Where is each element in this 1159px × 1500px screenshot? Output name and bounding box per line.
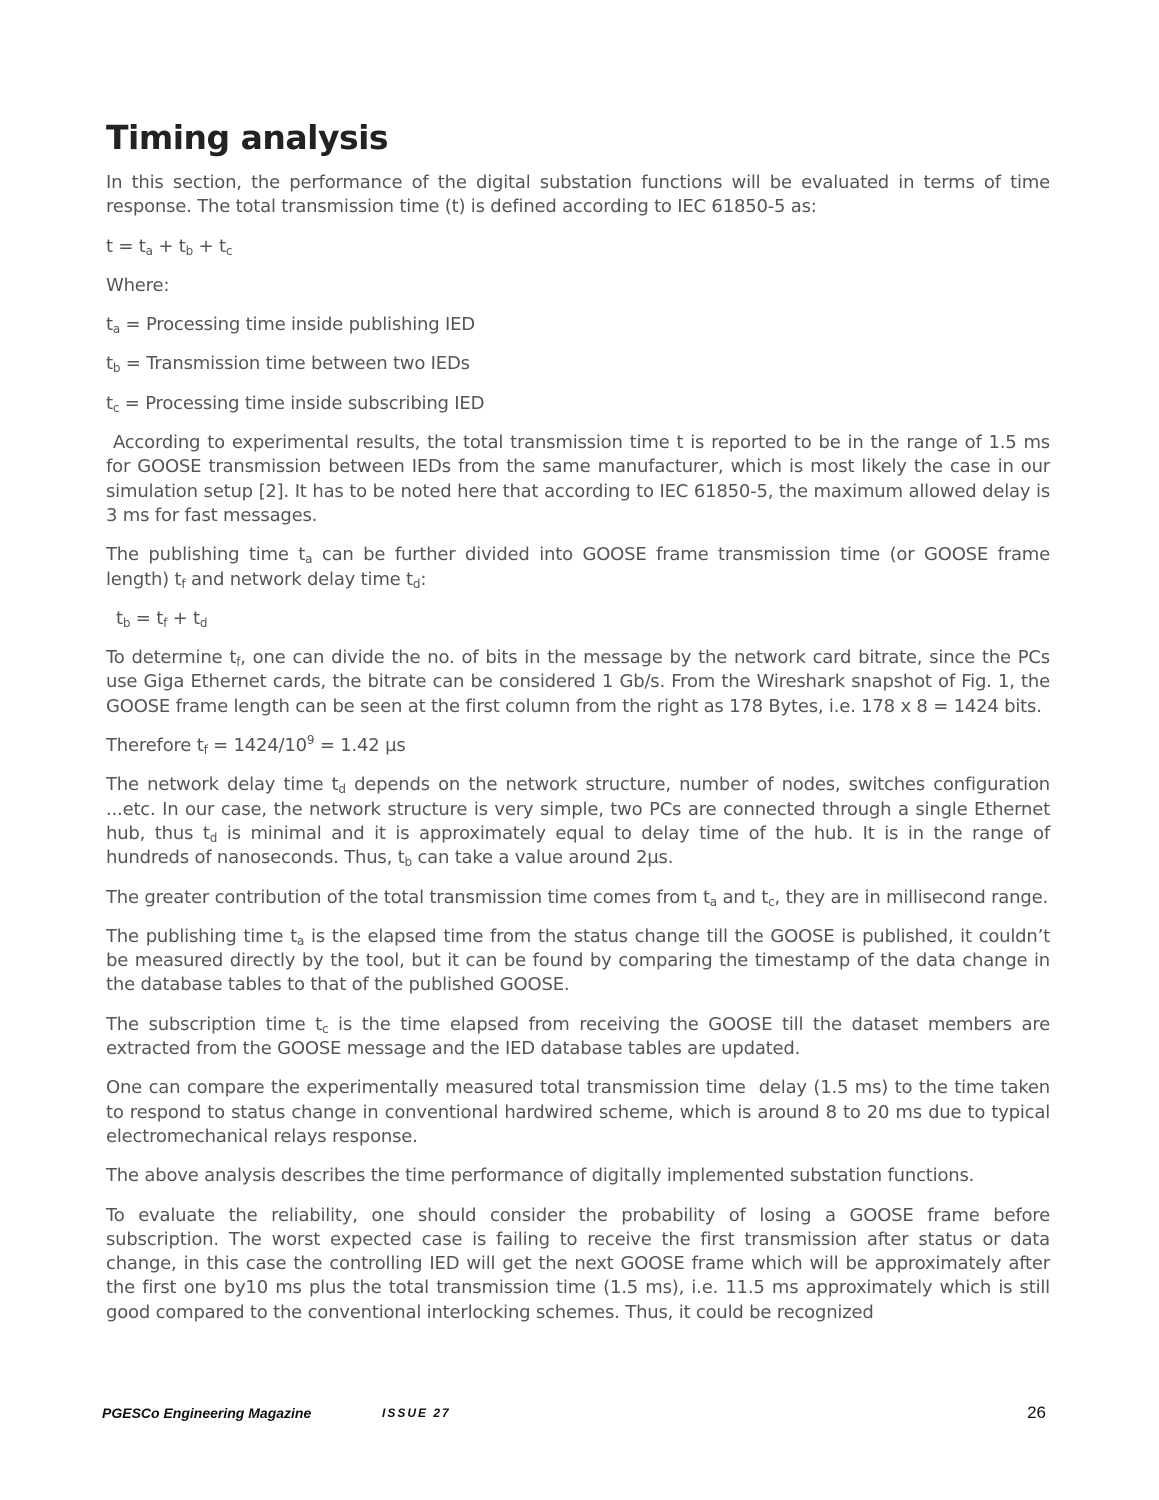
definition-tb: $t_b$ = Transmission time between two IEDs xyxy=(106,353,470,376)
article-body xyxy=(106,118,1056,1340)
page-footer xyxy=(102,1403,1050,1427)
equation-tb: $t_b = t_f + t_d$ xyxy=(116,607,208,630)
intro-paragraph: In this section, the performance of the digital substation functions will be evaluated in terms of time response. The total transmission time (t) is defined according to IEC 61850-5 as: xyxy=(106,172,1050,218)
definition-tc: $t_c$ = Processing time inside subscribing IED xyxy=(106,392,485,415)
subscription-time-paragraph: The subscription time $t_c$ is the time elapsed from receiving the GOOSE till the dataset members are extracted from the GOOSE message and the IED database tables are updated. xyxy=(106,1013,1051,1060)
page-number: 26 xyxy=(1027,1403,1046,1422)
magazine-name: PGESCo Engineering Magazine xyxy=(102,1405,312,1421)
comparison-paragraph: One can compare the experimentally measured total transmission time delay (1.5 ms) to the time taken to respond to status change in conventional hardwired scheme, which is around 8 to 20 ms due to typical electromechanical relays response. xyxy=(106,1077,1056,1147)
results-paragraph: According to experimental results, the total transmission time t is reported to be in the range of 1.5 ms for GOOSE transmission between IEDs from the same manufacturer, which is most likely the case in our simulation setup [2]. It has to be noted here that according to IEC 61850-5, the maximum allowed delay is 3 ms for fast messages. xyxy=(106,432,1056,526)
greater-contribution-paragraph: The greater contribution of the total transmission time comes from $t_a$ and $t_c$, they are in millisecond range. xyxy=(106,886,1048,909)
reliability-paragraph: To evaluate the reliability, one should consider the probability of losing a GOOSE frame before subscription. The worst expected case is failing to receive the first transmission after status or data change, in this case the controlling IED will get the next GOOSE frame which will be approximately after the first one by10 ms plus the total transmission time (1.5 ms), i.e. 11.5 ms approximately which is still good compared to the conventional interlocking schemes. Thus, it could be recognized xyxy=(106,1204,1050,1323)
publishing-division-paragraph: The publishing time $t_a$ can be further divided into GOOSE frame transmission time (or GOOSE frame length) $t_f$ and network delay time $t_d$: xyxy=(106,544,1050,591)
equation-total-time: $t = t_a + t_b + t_c$ xyxy=(106,235,233,258)
network-delay-paragraph: The network delay time $t_d$ depends on the network structure, number of nodes, switches configuration ...etc. In our case, the network structure is very simple, two PCs are connected through a single Ethernet hub, thus $t_d$ is minimal and it is approximately equal to delay time of the hub. It is in the range of hundreds of nanoseconds. Thus, $t_b$ can take a value around 2µs. xyxy=(106,774,1050,870)
summary-paragraph: The above analysis describes the time performance of digitally implemented substation functions. xyxy=(106,1165,975,1187)
issue-label: ISSUE 27 xyxy=(382,1406,451,1420)
therefore-tf-line: Therefore $t_f = 1424/10^9 = 1.42$ µs xyxy=(106,733,406,758)
where-label: Where: xyxy=(106,274,170,296)
publishing-time-paragraph: The publishing time $t_a$ is the elapsed time from the status change till the GOOSE is published, it couldn’t be measured directly by the tool, but it can be found by comparing the timestamp of the data change in the database tables to that of the published GOOSE. xyxy=(106,925,1050,996)
definition-ta: $t_a$ = Processing time inside publishing IED xyxy=(106,314,475,337)
determine-tf-paragraph: To determine $t_f$, one can divide the no. of bits in the message by the network card bitrate, since the PCs use Giga Ethernet cards, the bitrate can be considered 1 Gb/s. From the Wireshark snapshot of Fig. 1, the GOOSE frame length can be seen at the first column from the right as 178 Bytes, i.e. 178 x 8 = 1424 bits. xyxy=(106,647,1050,717)
section-heading: Timing analysis xyxy=(106,118,389,157)
